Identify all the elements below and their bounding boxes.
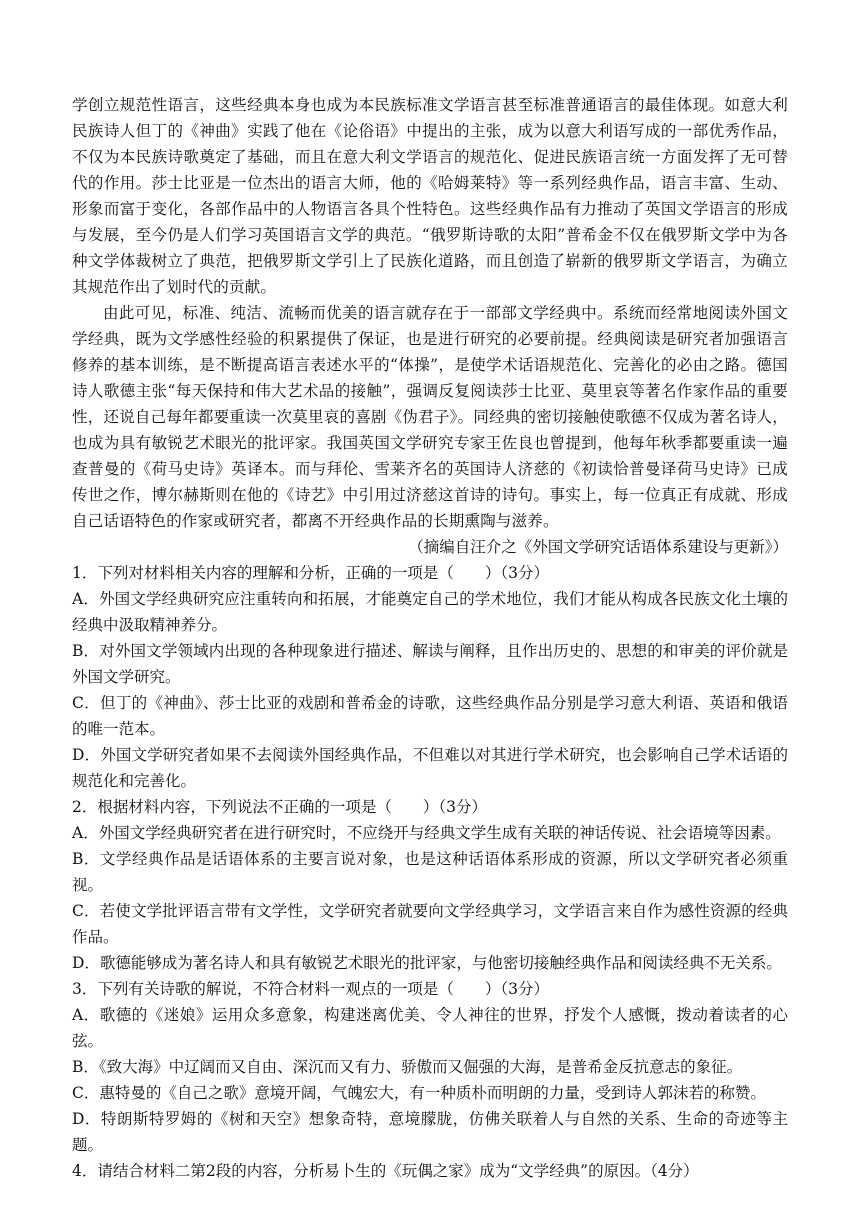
option-a: A．外国文学经典研究者在进行研究时，不应绕开与经典文学生成有关联的神话传说、社会语境等因素。 [72,824,781,842]
option-b: B．《致大海》中辽阔而又自由、深沉而又有力、骄傲而又倔强的大海，是普希金反抗意志的象征。 [72,1058,743,1076]
option-b: B．文学经典作品是话语体系的主要言说对象，也是这种话语体系形成的资源，所以文学研究者必须重视。 [72,850,788,894]
exam-page [72,92,788,1184]
option-d: D．特朗斯特罗姆的《树和天空》想象奇特，意境朦胧，仿佛关联着人与自然的关系、生命的奇迹等主题。 [72,1110,788,1154]
question-3 [72,976,788,1158]
passage-source: （摘编自汪介之《外国文学研究话语体系建设与更新》） [408,538,788,556]
option-a: A．歌德的《迷娘》运用众多意象，构建迷离优美、令人神往的世界，抒发个人感慨，拨动着读者的心弦。 [72,1006,788,1050]
passage-paragraph-2: 由此可见，标准、纯洁、流畅而优美的语言就存在于一部部文学经典中。系统而经常地阅读外国文学经典，既为文学感性经验的积累提供了保证，也是进行研究的必要前提。经典阅读是研究者加强语言修养的基本训练，是不断提高语言表述水平的“体操”，是使学术话语规范化、完善化的必由之路。德国诗人歌德主张“每天保持和伟大艺术品的接触”，强调反复阅读莎士比亚、莫里哀等著名作家作品的重要性，还说自己每年都要重读一次莫里哀的喜剧《伪君子》。同经典的密切接触使歌德不仅成为著名诗人，也成为具有敏锐艺术眼光的批评家。我国英国文学研究专家王佐良也曾提到，他每年秋季都要重读一遍查普曼的《荷马史诗》英译本。而与拜伦、雪莱齐名的英国诗人济慈的《初读恰普曼译荷马史诗》已成传世之作，博尔赫斯则在他的《诗艺》中引用过济慈这首诗的诗句。事实上，每一位真正有成就、形成自己话语特色的作家或研究者，都离不开经典作品的长期熏陶与滋养。 [72,304,788,530]
question-stem: 4．请结合材料二第2段的内容，分析易卜生的《玩偶之家》成为“文学经典”的原因。（4分） [72,1162,699,1180]
question-stem: 2．根据材料内容，下列说法不正确的一项是（ ）（3分） [72,798,487,816]
question-4 [72,1158,788,1184]
option-c: C．但丁的《神曲》、莎士比亚的戏剧和普希金的诗歌，这些经典作品分别是学习意大利语、英语和俄语的唯一范本。 [72,694,788,738]
passage-paragraph-1: 学创立规范性语言，这些经典本身也成为本民族标准文学语言甚至标准普通语言的最佳体现。如意大利民族诗人但丁的《神曲》实践了他在《论俗语》中提出的主张，成为以意大利语写成的一部优秀作品，不仅为本民族诗歌奠定了基础，而且在意大利文学语言的规范化、促进民族语言统一方面发挥了无可替代的作用。莎士比亚是一位杰出的语言大师，他的《哈姆莱特》等一系列经典作品，语言丰富、生动、形象而富于变化，各部作品中的人物语言各具个性特色。这些经典作品有力推动了英国文学语言的形成与发展，至今仍是人们学习英国语言文学的典范。“俄罗斯诗歌的太阳”普希金不仅在俄罗斯文学中为各种文学体裁树立了典范，把俄罗斯文学引上了民族化道路，而且创造了崭新的俄罗斯文学语言，为确立其规范作出了划时代的贡献。 [72,96,788,296]
option-b: B．对外国文学领域内出现的各种现象进行描述、解读与阐释，且作出历史的、思想的和审美的评价就是外国文学研究。 [72,642,788,686]
question-stem: 3．下列有关诗歌的解说，不符合材料一观点的一项是（ ）（3分） [72,980,549,998]
option-c: C．若使文学批评语言带有文学性，文学研究者就要向文学经典学习，文学语言来自作为感性资源的经典作品。 [72,902,788,946]
option-c: C．惠特曼的《自己之歌》意境开阔，气魄宏大，有一种质朴而明朗的力量，受到诗人郭沫若的称赞。 [72,1084,766,1102]
question-1 [72,560,788,794]
option-a: A．外国文学经典研究应注重转向和拓展，才能奠定自己的学术地位，我们才能从构成各民族文化土壤的经典中汲取精神养分。 [72,590,788,634]
question-2 [72,794,788,976]
option-d: D．歌德能够成为著名诗人和具有敏锐艺术眼光的批评家，与他密切接触经典作品和阅读经典不无关系。 [72,954,782,972]
question-stem: 1．下列对材料相关内容的理解和分析，正确的一项是（ ）（3分） [72,564,549,582]
option-d: D．外国文学研究者如果不去阅读外国经典作品，不但难以对其进行学术研究，也会影响自己学术话语的规范化和完善化。 [72,746,788,790]
